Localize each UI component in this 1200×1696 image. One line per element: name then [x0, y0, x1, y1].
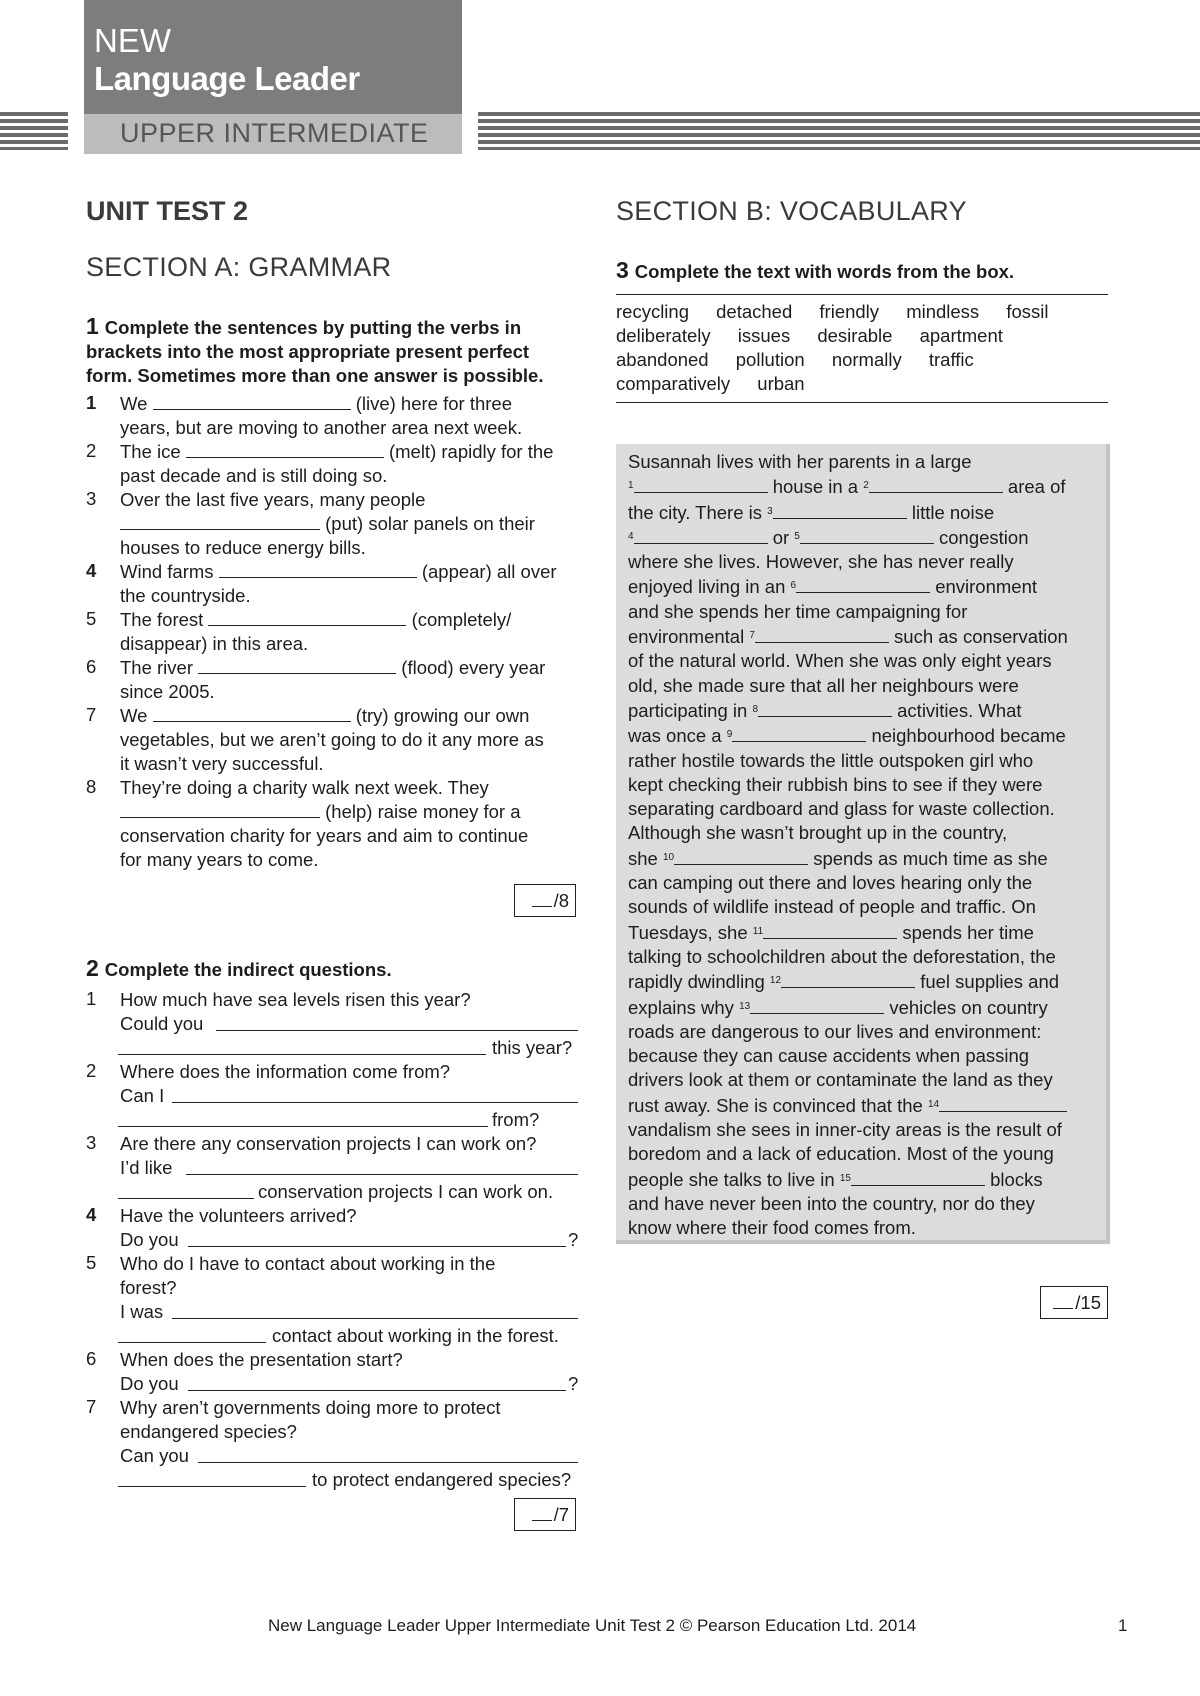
answer-blank[interactable] — [219, 561, 417, 578]
item-number: 3 — [86, 488, 97, 509]
task2-stem: I’d like — [120, 1157, 173, 1178]
task2-end: ? — [568, 1373, 579, 1394]
gap-3[interactable] — [773, 504, 907, 519]
word-item[interactable]: abandoned — [616, 349, 709, 370]
word-item[interactable]: desirable — [817, 325, 893, 346]
task1-item-2: The ice (melt) rapidly for the past decade and is still doing so. — [120, 441, 554, 486]
word-item[interactable]: pollution — [735, 349, 805, 370]
word-box-top-rule — [616, 294, 1108, 295]
task3-number: 3 — [616, 257, 629, 283]
item-number: 6 — [86, 656, 97, 677]
task2-stem: Can you — [120, 1445, 189, 1466]
answer-line[interactable] — [188, 1390, 566, 1391]
answer-line[interactable] — [188, 1246, 566, 1247]
page-number: 1 — [1118, 1616, 1128, 1635]
item-number: 3 — [86, 1132, 97, 1153]
item-number: 1 — [86, 988, 97, 1009]
level-label: UPPER INTERMEDIATE — [120, 118, 429, 148]
answer-line[interactable] — [172, 1102, 578, 1103]
task2-question-4: Have the volunteers arrived? — [120, 1205, 357, 1226]
task2-end: ? — [568, 1229, 579, 1250]
task2-number: 2 — [86, 955, 99, 981]
gap-14[interactable] — [939, 1097, 1067, 1112]
task2-score[interactable]: /7 — [514, 1498, 576, 1531]
word-item[interactable]: comparatively — [616, 373, 731, 394]
section-a-title: SECTION A: GRAMMAR — [86, 252, 392, 282]
task2-question-7-cont: endangered species? — [120, 1421, 297, 1442]
answer-line[interactable] — [118, 1342, 266, 1343]
footer-copyright: New Language Leader Upper Intermediate Unit Test 2 © Pearson Education Ltd. 2014 — [268, 1616, 917, 1635]
item-number: 7 — [86, 704, 97, 725]
answer-line[interactable] — [198, 1462, 578, 1463]
gap-8[interactable] — [758, 702, 892, 717]
task1-number: 1 — [86, 313, 99, 339]
task2-end: this year? — [492, 1037, 573, 1058]
task1-item-5: The forest (completely/ disappear) in this area. — [120, 609, 512, 654]
task2-question-6: When does the presentation start? — [120, 1349, 403, 1370]
task2-question-5: Who do I have to contact about working in the — [120, 1253, 496, 1274]
answer-line[interactable] — [118, 1126, 488, 1127]
brand-new: NEW — [94, 22, 171, 59]
word-item[interactable]: traffic — [928, 349, 974, 370]
answer-blank[interactable] — [153, 393, 351, 410]
answer-line[interactable] — [118, 1054, 486, 1055]
word-box-bottom-rule — [616, 402, 1108, 403]
item-number: 5 — [86, 1252, 97, 1273]
header-stripes-right — [478, 112, 1200, 150]
task2-list — [0, 988, 600, 1488]
word-item[interactable]: urban — [757, 373, 805, 394]
task1-score[interactable]: /8 — [514, 884, 576, 917]
item-number: 2 — [86, 1060, 97, 1081]
gap-13[interactable] — [750, 999, 884, 1014]
task2-end: contact about working in the forest. — [272, 1325, 559, 1346]
task2-question-5-cont: forest? — [120, 1277, 177, 1298]
gap-11[interactable] — [763, 924, 897, 939]
answer-blank[interactable] — [198, 657, 396, 674]
header-stripes-left — [0, 112, 68, 150]
task2-stem: I was — [120, 1301, 164, 1322]
gap-2[interactable] — [869, 478, 1003, 493]
gap-12[interactable] — [781, 973, 915, 988]
item-number: 4 — [86, 1204, 97, 1225]
gap-9[interactable] — [732, 727, 866, 742]
word-item[interactable]: issues — [737, 325, 791, 346]
task1-item-4: Wind farms (appear) all over the countryside. — [120, 561, 557, 606]
word-item[interactable]: deliberately — [616, 325, 711, 346]
gap-1[interactable] — [634, 478, 768, 493]
section-b-title: SECTION B: VOCABULARY — [616, 196, 967, 226]
gap-6[interactable] — [796, 578, 930, 593]
answer-blank[interactable] — [208, 609, 406, 626]
task2-stem: Do you — [120, 1229, 179, 1250]
gap-5[interactable] — [800, 529, 934, 544]
word-item[interactable]: recycling — [616, 301, 689, 322]
task2-stem: Could you — [120, 1013, 204, 1034]
item-number: 2 — [86, 440, 97, 461]
task2-question-1: How much have sea levels risen this year? — [120, 989, 471, 1010]
answer-line[interactable] — [172, 1318, 578, 1319]
word-item[interactable]: fossil — [1006, 301, 1049, 322]
task2-stem: Do you — [120, 1373, 179, 1394]
task2-end: to protect endangered species? — [312, 1469, 572, 1490]
gap-4[interactable] — [634, 529, 768, 544]
word-item[interactable]: apartment — [919, 325, 1003, 346]
task2-question-2: Where does the information come from? — [120, 1061, 451, 1082]
task1-item-3: Over the last five years, many people (put) solar panels on their houses to reduce energy bills. — [120, 489, 535, 558]
task3-score[interactable]: /15 — [1040, 1286, 1108, 1319]
item-number: 4 — [86, 560, 97, 581]
answer-blank[interactable] — [120, 513, 320, 530]
task2-stem: Can I — [120, 1085, 165, 1106]
task1-instruction: 1 Complete the sentences by putting the verbs in brackets into the most appropriate present perfect form. Sometimes more than one answer is possible. — [86, 313, 544, 386]
answer-line[interactable] — [186, 1174, 578, 1175]
gap-fill-text: Susannah lives with her parents in a large $^1$ house in a $^2$ area of the city. There is $^3$ little noise $^4$ or $^5$ congestion where she lives. However, she has never really enjoyed living in an $^6$ environment and she spends her time campaigning for environmental $^7$ such as conservation of the natural world. When she was only eight years old, she made sure that all her neighbours were participating in $^8$ activities. What was once a $^9$ neighbourhood became rather hostile towards the little outspoken girl who kept checking their rubbish bins to see if they were separating cardboard and glass for waste collection. Although she wasn’t brought up in the country, she $^{10}$ spends as much time as she can camping out there and loves hearing only the sounds of wildlife instead of people and traffic. On Tuesdays, she $^{11}$ spends her time talking to schoolchildren about the deforestation, the rapidly dwindling $^{12}$ fuel supplies and explains why $^{13}$ vehicles on country roads are dangerous to our lives and environment: because they can cause accidents when passing drivers look at them or contaminate the land as they rust away. She is convinced that the $^{14}$ vandalism she sees in inner-city areas is the result of boredom and a lack of education. Most of the young people she talks to live in $^{15}$ blocks and have never been into the country, nor do they know where their food comes from. — [628, 451, 1068, 1239]
task2-instruction: 2 Complete the indirect questions. — [86, 955, 392, 981]
answer-blank[interactable] — [186, 441, 384, 458]
word-item[interactable]: normally — [831, 349, 902, 370]
task2-end: conservation projects I can work on. — [258, 1181, 554, 1202]
brand-name: Language Leader — [94, 60, 360, 97]
gap-7[interactable] — [755, 628, 889, 643]
item-number: 6 — [86, 1348, 97, 1369]
gap-15[interactable] — [851, 1171, 985, 1186]
answer-line[interactable] — [118, 1198, 254, 1199]
task2-question-7: Why aren’t governments doing more to protect — [120, 1397, 501, 1418]
answer-line[interactable] — [216, 1030, 578, 1031]
answer-blank[interactable] — [120, 801, 320, 818]
word-item[interactable]: friendly — [819, 301, 880, 322]
item-number: 1 — [86, 392, 97, 413]
answer-line[interactable] — [118, 1486, 306, 1487]
task1-item-7: We (try) growing our own vegetables, but we aren’t going to do it any more as it wasn’t very successful. — [120, 705, 544, 774]
item-number: 5 — [86, 608, 97, 629]
item-number: 7 — [86, 1396, 97, 1417]
task1-item-1: We (live) here for three years, but are moving to another area next week. — [120, 393, 523, 438]
answer-blank[interactable] — [153, 705, 351, 722]
task1-item-8: They’re doing a charity walk next week. They (help) raise money for a conservation charity for years and aim to continue for many years to come. — [120, 777, 529, 870]
task1-item-6: The river (flood) every year since 2005. — [120, 657, 546, 702]
gap-10[interactable] — [674, 850, 808, 865]
task3-instruction: 3 Complete the text with words from the box. — [616, 257, 1015, 283]
task2-end: from? — [492, 1109, 540, 1130]
item-number: 8 — [86, 776, 97, 797]
task2-question-3: Are there any conservation projects I can work on? — [120, 1133, 537, 1154]
word-box — [616, 300, 1086, 396]
word-item[interactable]: mindless — [906, 301, 980, 322]
word-item[interactable]: detached — [716, 301, 793, 322]
unit-title: UNIT TEST 2 — [86, 196, 249, 226]
